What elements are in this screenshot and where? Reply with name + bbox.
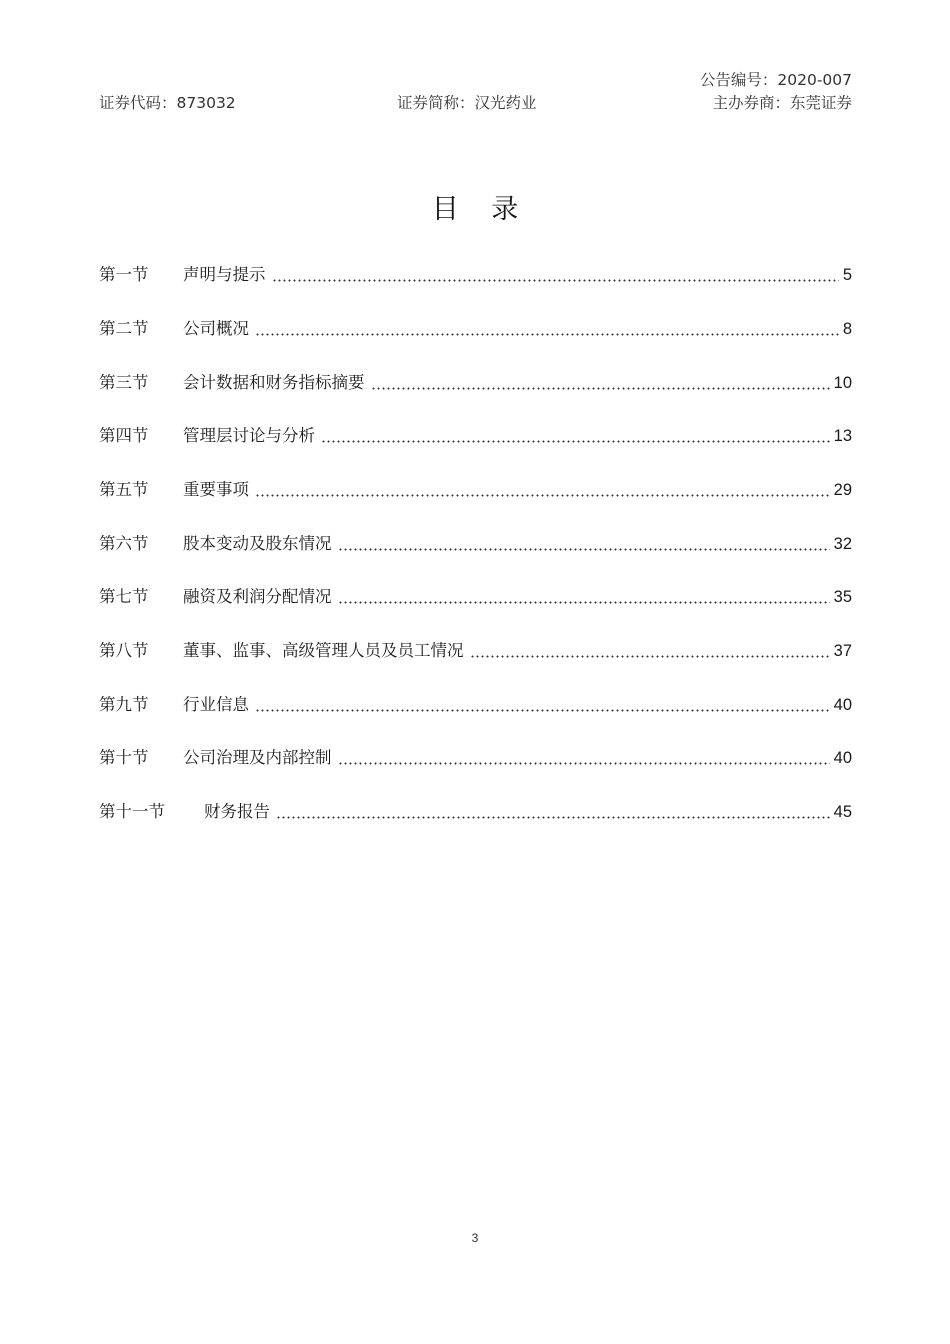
toc-section-number: 第十节 — [99, 748, 149, 767]
toc-page-number: 13 — [833, 427, 852, 445]
toc-section-number: 第八节 — [99, 641, 149, 660]
toc-leader-dots — [255, 332, 839, 337]
toc-section-title: 公司概况 — [183, 319, 249, 338]
toc-section-number: 第二节 — [99, 319, 149, 338]
toc-leader-dots — [371, 386, 830, 391]
toc-section-title: 会计数据和财务指标摘要 — [183, 373, 365, 392]
toc-entry[interactable] — [99, 370, 852, 396]
toc-entry[interactable] — [99, 584, 852, 610]
toc-leader-dots — [338, 547, 830, 552]
toc-page-number: 10 — [833, 374, 852, 392]
toc-page-number: 8 — [842, 320, 852, 338]
toc-section-number: 第三节 — [99, 373, 149, 392]
toc-entry[interactable] — [99, 423, 852, 449]
toc-section-number: 第五节 — [99, 480, 149, 499]
toc-section-title: 融资及利润分配情况 — [183, 587, 332, 606]
toc-leader-dots — [338, 600, 830, 605]
toc-section-title: 公司治理及内部控制 — [183, 748, 332, 767]
toc-leader-dots — [255, 493, 830, 498]
toc-section-title: 管理层讨论与分析 — [183, 426, 315, 445]
toc-section-number: 第一节 — [99, 265, 149, 284]
toc-section-title: 行业信息 — [183, 695, 249, 714]
toc-section-title: 声明与提示 — [183, 265, 266, 284]
toc-section-number: 第四节 — [99, 426, 149, 445]
toc-entry[interactable] — [99, 477, 852, 503]
security-code: 证券代码：873032 — [99, 94, 236, 112]
toc-entry[interactable] — [99, 692, 852, 718]
toc-leader-dots — [321, 439, 830, 444]
toc-entry[interactable] — [99, 316, 852, 342]
toc-leader-dots — [272, 278, 839, 283]
toc-section-title: 财务报告 — [204, 802, 270, 821]
toc-section-number: 第七节 — [99, 587, 149, 606]
page-number: 3 — [471, 1231, 479, 1245]
toc-section-number: 第十一节 — [99, 802, 165, 821]
toc-page-number: 40 — [833, 696, 852, 714]
toc-section-number: 第六节 — [99, 534, 149, 553]
toc-page-number: 40 — [833, 749, 852, 767]
toc-entry[interactable] — [99, 799, 852, 825]
toc-page-number: 45 — [833, 803, 852, 821]
toc-entry[interactable] — [99, 531, 852, 557]
toc-title: 目 录 — [431, 194, 531, 225]
toc-entry[interactable] — [99, 262, 852, 288]
toc-section-title: 董事、监事、高级管理人员及员工情况 — [183, 641, 464, 660]
toc-page-number: 29 — [833, 481, 852, 499]
toc-page-number: 5 — [842, 266, 852, 284]
toc-page-number: 32 — [833, 535, 852, 553]
toc-page-number: 37 — [833, 642, 852, 660]
toc-leader-dots — [255, 708, 830, 713]
toc-entry[interactable] — [99, 745, 852, 771]
toc-entry[interactable] — [99, 638, 852, 664]
announcement-number: 公告编号：2020-007 — [699, 71, 852, 89]
toc-page-number: 35 — [833, 588, 852, 606]
sponsor-broker: 主办券商：东莞证券 — [712, 94, 852, 112]
toc-leader-dots — [276, 815, 830, 820]
toc-section-number: 第九节 — [99, 695, 149, 714]
toc-leader-dots — [338, 761, 830, 766]
toc-section-title: 重要事项 — [183, 480, 249, 499]
security-abbreviation: 证券简称：汉光药业 — [397, 94, 537, 112]
toc-leader-dots — [470, 654, 830, 659]
toc-section-title: 股本变动及股东情况 — [183, 534, 332, 553]
